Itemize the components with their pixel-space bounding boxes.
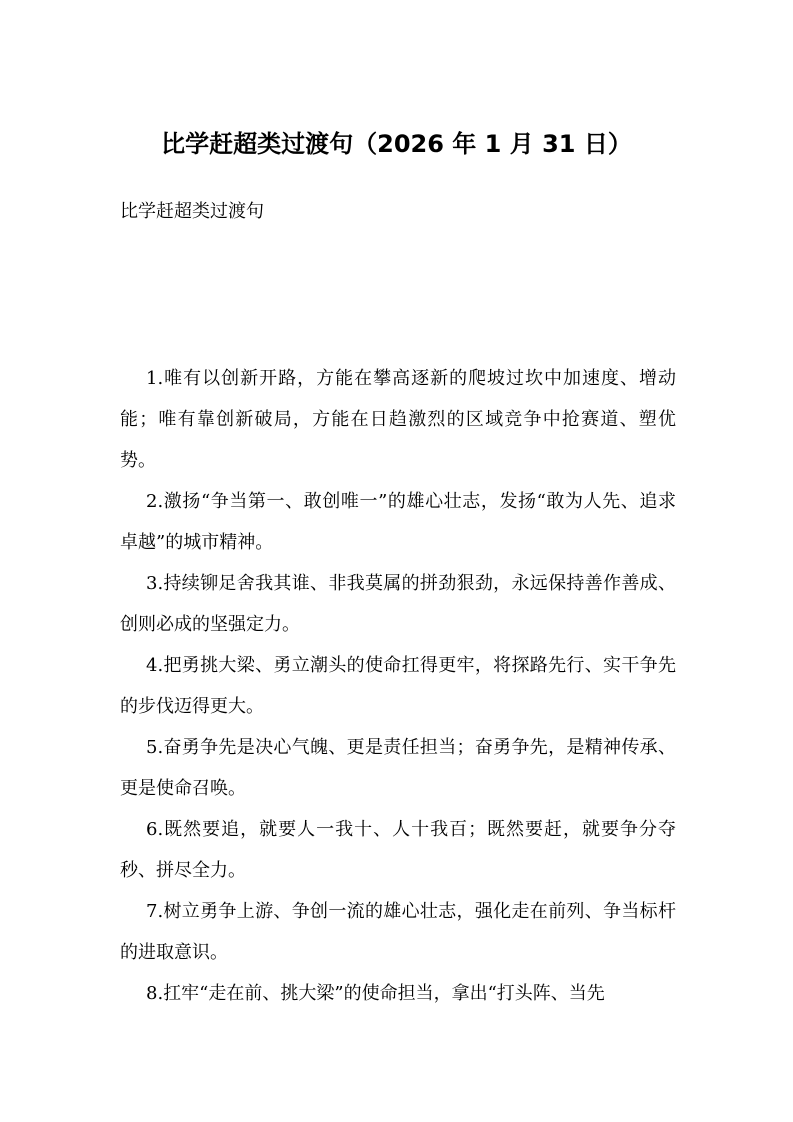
document-title: 比学赶超类过渡句（2026 年 1 月 31 日） — [161, 130, 632, 158]
paragraph-3: 3.持续铆足舍我其谁、非我莫属的拼劲狠劲，永远保持善作善成、创则必成的坚强定力。 — [120, 573, 676, 635]
paragraph-4: 4.把勇挑大梁、勇立潮头的使命扛得更牢，将探路先行、实干争先的步伐迈得更大。 — [120, 655, 676, 717]
paragraph-5: 5.奋勇争先是决心气魄、更是责任担当；奋勇争先，是精神传承、更是使命召唤。 — [120, 737, 676, 799]
paragraph-1: 1.唯有以创新开路，方能在攀高逐新的爬坡过坎中加速度、增动能；唯有靠创新破局，方能在日趋激烈的区域竞争中抢赛道、塑优势。 — [120, 368, 676, 471]
paragraph-6: 6.既然要追，就要人一我十、人十我百；既然要赶，就要争分夺秒、拼尽全力。 — [120, 819, 676, 881]
paragraph-7: 7.树立勇争上游、争创一流的雄心壮志，强化走在前列、争当标杆的进取意识。 — [120, 901, 676, 963]
document-subtitle: 比学赶超类过渡句 — [120, 201, 264, 222]
paragraph-8: 8.扛牢“走在前、挑大梁”的使命担当，拿出“打头阵、当先 — [146, 983, 605, 1004]
paragraph-2: 2.激扬“争当第一、敢创唯一”的雄心壮志，发扬“敢为人先、追求卓越”的城市精神。 — [120, 491, 676, 553]
document-body — [120, 358, 676, 1014]
